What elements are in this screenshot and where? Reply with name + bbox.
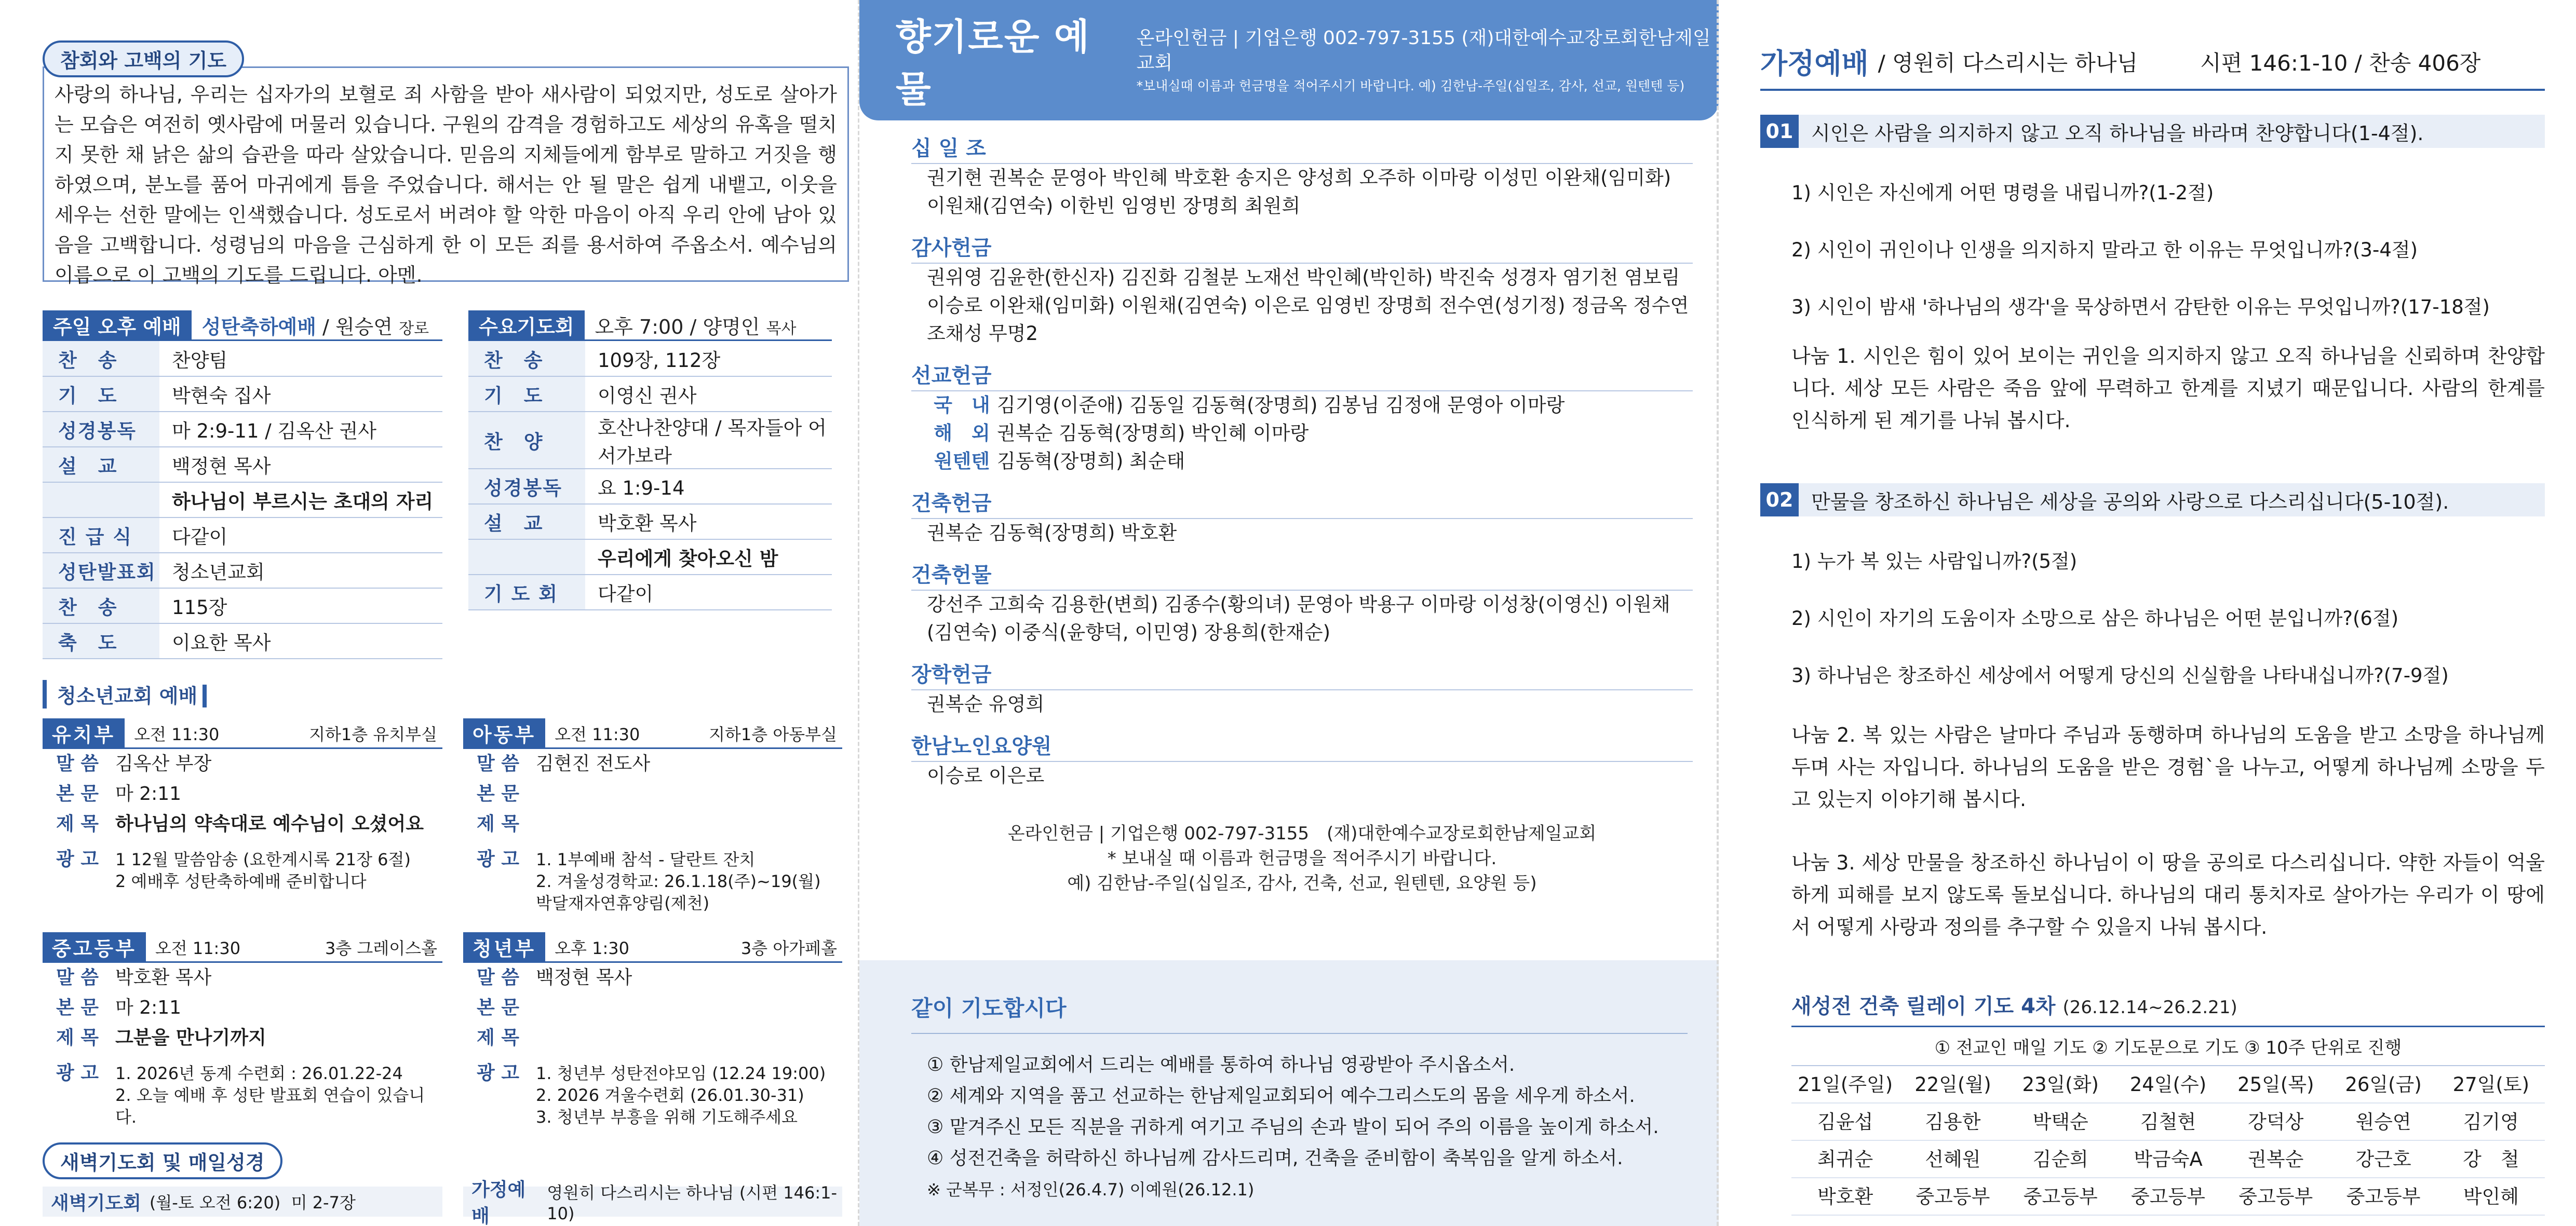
sunday_pm-row-key: 기 도 [43,376,159,412]
relay-grid [1791,1066,2545,1216]
sunday_pm-row [43,447,442,482]
sunday_pm-row-value: 찬양팀 [159,341,442,376]
wednesday-row [468,469,832,504]
youth-location-middle: 3층 그레이스홀 [325,938,437,958]
youth-value-speaker: 김현진 전도사 [536,753,651,774]
sunday_pm-row [43,482,442,517]
youth-row-text [43,779,442,809]
family-label: 가정예배 [1760,47,1869,80]
relay-day: 22일(월) [1899,1066,2006,1104]
dawn-row [43,1179,849,1226]
offering-account-line3: 예) 김한남-주일(십일조, 감사, 건축, 선교, 원텐텐, 요양원 등) [1067,873,1537,894]
mission-key: 원텐텐 [934,450,990,472]
relay-name: 중고등부 [2114,1178,2222,1216]
youth-key-notice: 광 고 [56,849,99,870]
build-names: 권복순 김동혁(장명희) 박호환 [927,522,1177,544]
scholar-names: 권복순 유영희 [927,693,1045,715]
wednesday-row [468,539,832,575]
mission-row [911,447,1693,475]
confession-box [43,66,849,287]
wednesday-row-value: 다같이 [585,575,832,610]
tithe-names: 권기현 권복순 문영아 박인혜 박호환 송지은 양성희 오주하 이마랑 이성민 이완채(임미화) 이원채(김연숙) 이한빈 임영빈 장명희 최원희 [927,167,1671,217]
relay-name: 중고등부 [2222,1178,2329,1216]
youth-key-text: 본 문 [477,997,520,1018]
military-note: ※ 군복무 : 서정인(26.4.7) 이예원(26.12.1) [927,1180,1255,1200]
youth-notice-list [115,1058,442,1128]
worship-panel [0,0,859,1226]
youth-notice-list [536,1058,842,1128]
dawn-time: (월-토 오전 6:20) [149,1193,281,1213]
offering-panel [859,0,1719,1226]
youth-value-text: 마 2:11 [115,997,182,1018]
youth-value-speaker: 김옥산 부장 [115,753,212,774]
youth-bar-middle [43,933,442,963]
offering-logo: 향기로운 예물 [896,16,1090,111]
wednesday-row [468,412,832,469]
youth-key-text: 본 문 [477,783,520,805]
relay-day: 24일(수) [2114,1066,2222,1104]
wednesday-row-key: 찬 양 [468,412,585,469]
dawn-text: 미 2-7장 [291,1193,356,1213]
sunday_pm-row [43,623,442,659]
youth-key-notice: 광 고 [477,849,520,870]
mission-heading: 선교헌금 [911,361,1693,391]
tithe-heading: 십 일 조 [911,134,1693,164]
question-item: 1) 시인은 자신에게 어떤 명령을 내립니까?(1-2절) [1791,182,2214,204]
youth-bar-kinder [43,719,442,749]
wednesday-row-key: 찬 송 [468,341,585,376]
sunday-pm-label: 주일 오후 예배 [43,310,192,340]
relay-name: 박인혜 [2437,1178,2545,1216]
sunday-pm-leader-title: 장로 [399,320,429,338]
youth-notice: 1. 2026년 동계 수련회 : 26.01.22-24 [115,1064,403,1083]
youth-row-speaker [463,963,842,993]
youth-row-title [463,809,842,839]
sunday_pm-row-key: 설 교 [43,447,159,482]
family-title-bar [1760,42,2545,91]
wednesday-service: 수요기도회 오후 7:00 / 양명인 목사 찬 송 109장, 112장 기 도 이영신 권사 찬 양 호산나찬양대 / 목자들아 어서가보라 성경봉독 요 1:9-14 설 교 박호환 목사 우리에게 찾아오신 밤 기 도 회 다같이 [468,311,832,659]
wednesday-row-key: 기 도 회 [468,575,585,610]
sunday_pm-row-value: 박현숙 집사 [159,376,442,412]
relay-name: 강 철 [2437,1141,2545,1178]
question-item: 3) 하나님은 창조하신 세상에서 어떻게 당신의 신실함을 나타내십니까?(7-9절) [1791,664,2449,687]
relay-name: 김윤섭 [1791,1104,1899,1141]
sunday_pm-row [43,517,442,553]
question-1-number: 01 [1760,115,1799,148]
wednesday-row [468,575,832,610]
youth-value-text [536,993,842,1023]
relay-day: 23일(화) [2007,1066,2114,1104]
family-worship-panel [1719,0,2576,1226]
mission-names: 김동혁(장명희) 최순태 [997,450,1185,472]
wednesday-time: 오후 7:00 [595,316,684,338]
question-2 [1760,483,2545,516]
dawn-family-text: 영원히 다스리시는 하나님 (시편 146:1-10) [547,1183,838,1223]
sunday-pm-leader: 원승연 [335,316,393,338]
youth-key-speaker: 말 씀 [477,753,520,774]
offering-list [859,134,1719,896]
youth-notice-row [43,1058,442,1128]
mission-key: 국 내 [934,394,990,416]
youth-location-kinder: 지하1층 유치부실 [309,724,437,744]
sunday_pm-row-value: 이요한 목사 [159,623,442,659]
youth-bar-children [463,719,842,749]
relay-note: ① 전교인 매일 기도 ② 기도문으로 기도 ③ 10주 단위로 진행 [1791,1027,2545,1066]
prayer-item: ③ 맡겨주신 모든 직분을 귀하게 여기고 주님의 손과 발이 되어 주의 이름을 높이게 하소서. [927,1116,1659,1138]
wednesday-row-value: 109장, 112장 [585,341,832,376]
question-item: 1) 누가 복 있는 사람입니까?(5절) [1791,550,2078,573]
youth-key-title: 제 목 [477,813,520,835]
offering-account-note: *보내실때 이름과 헌금명을 적어주시기 바랍니다. 예) 김한남-주일(십일조, 감사, 선교, 원텐텐 등) [1136,78,1685,93]
youth-key-title: 제 목 [477,1027,520,1048]
prayer-title: 같이 기도합시다 [911,991,1688,1034]
family-title: / 영원히 다스리시는 하나님 [1878,50,2138,76]
wednesday-row-value: 요 1:9-14 [585,469,832,504]
youth-row-speaker [43,963,442,993]
relay-day: 26일(금) [2329,1066,2437,1104]
relay-name: 중고등부 [1899,1178,2006,1216]
thanks-names: 권위영 김윤한(한신자) 김진화 김철분 노재선 박인혜(박인하) 박진숙 성경자 염기천 염보림 이승로 이완채(임미화) 이원채(김연숙) 이은로 임영빈 장명희 전수연(성기정) 정금옥 정수연 조채성 무명2 [927,266,1689,345]
sunday-pm-title: 성탄축하예배 [201,316,316,338]
family-ref: 시편 146:1-10 / 찬송 406장 [2200,50,2481,76]
sunday_pm-row-key: 찬 송 [43,588,159,623]
build-heading: 건축헌금 [911,489,1693,519]
youth-title [43,680,207,709]
sunday_pm-row [43,553,442,588]
youth-card-middle [43,933,442,1128]
elder-heading: 한남노인요양원 [911,732,1693,762]
relay-name: 김철현 [2114,1104,2222,1141]
question-item: 3) 시인이 밤새 '하나님의 생각'을 묵상하면서 감탄한 이유는 무엇입니까?(17-18절) [1791,296,2490,318]
relay-name: 박금숙A [2114,1141,2222,1178]
youth-label-middle: 중고등부 [43,932,146,962]
thanks-heading: 감사헌금 [911,234,1693,264]
youth-notice: 박달재자연휴양림(제천) [536,893,710,913]
youth-key-text: 본 문 [56,783,99,805]
youth-key-speaker: 말 씀 [56,753,99,774]
sunday_pm-row-key: 성탄발표회 [43,553,159,588]
dawn-pill: 새벽기도회 및 매일성경 [43,1142,282,1179]
wednesday-row-value: 호산나찬양대 / 목자들아 어서가보라 [585,412,832,469]
youth-location-children: 지하1층 아동부실 [709,724,837,744]
question-2-text: 만물을 창조하신 하나님은 세상을 공의와 사랑으로 다스리십니다(5-10절). [1811,490,2449,513]
prayer-item: ④ 성전건축을 허락하신 하나님께 감사드리며, 건축을 준비함이 축복임을 알게 하소서. [927,1148,1623,1169]
relay-name: 원승연 [2329,1104,2437,1141]
youth-value-speaker: 백정현 목사 [536,967,632,988]
question-item: 2) 시인이 귀인이나 인생을 의지하지 말라고 한 이유는 무엇입니까?(3-4절) [1791,239,2418,261]
youth-label-kinder: 유치부 [43,718,125,748]
youth-notice: 1 12월 말씀암송 (요한계시록 21장 6절) [115,850,411,869]
sunday_pm-row-key: 축 도 [43,623,159,659]
youth-time-youngadult: 오후 1:30 [555,938,629,958]
wednesday-row-key: 설 교 [468,504,585,539]
dawn-label: 새벽기도회 [51,1192,141,1214]
wednesday-row-value: 박호환 목사 [585,504,832,539]
wednesday-label: 수요기도회 [468,310,585,340]
relay-name: 중고등부 [2007,1178,2114,1216]
question-1 [1760,115,2545,148]
share-3: 나눔 3. 세상 만물을 창조하신 하나님이 이 땅을 공의로 다스리십니다. 약한 자들이 억울하게 피해를 보지 않도록 돌보십니다. 하나님의 대리 통치자로 살아가는 우리가 이 땅에서 어떻게 사랑과 정의를 추구할 수 있을지 나눠 봅시다. [1791,851,2545,938]
wednesday-row-key [468,539,585,575]
youth-bar-youngadult [463,933,842,963]
wednesday-row [468,376,832,412]
youth-grid [43,719,849,1128]
elder-names: 이승로 이은로 [927,765,1045,787]
youth-key-notice: 광 고 [477,1062,520,1084]
youth-notice-list [115,844,442,892]
prayer-item: ① 한남제일교회에서 드리는 예배를 통하여 하나님 영광받아 주시옵소서. [927,1054,1515,1075]
offering-account: 온라인헌금 | 기업은행 002-797-3155 (재)대한예수교장로회한남제일교회 [1136,28,1711,74]
youth-row-title [463,1023,842,1053]
wednesday-row [468,341,832,376]
youth-key-text: 본 문 [56,997,99,1018]
sunday_pm-row-key: 찬 송 [43,341,159,376]
relay-name: 권복순 [2222,1141,2329,1178]
goods-heading: 건축헌물 [911,561,1693,591]
sunday_pm-row-value: 마 2:9-11 / 김옥산 권사 [159,412,442,447]
wednesday-row-value: 우리에게 찾아오신 밤 [585,539,832,575]
relay-name: 강덕상 [2222,1104,2329,1141]
prayer-section [859,960,1719,1226]
relay-name: 김순희 [2007,1141,2114,1178]
mission-names: 권복순 김동혁(장명희) 박인혜 이마랑 [997,422,1309,444]
share-2: 나눔 2. 복 있는 사람은 날마다 주님과 동행하며 하나님의 도움을 받고 소망을 하나님께 두며 사는 자입니다. 하나님의 도움을 받은 경험`을 나누고, 어떻게 하나님께 소망을 두고 있는지 이야기해 봅시다. [1791,724,2545,811]
offering-account-line1: 온라인헌금 | 기업은행 002-797-3155 (재)대한예수교장로회한남제일교회 [1007,823,1597,844]
sunday_pm-row [43,341,442,376]
youth-row-text [463,779,842,809]
mission-rows [911,391,1693,475]
relay-day: 25일(목) [2222,1066,2329,1104]
question-1-text: 시인은 사람을 의지하지 않고 오직 하나님을 바라며 찬양합니다(1-4절). [1811,121,2424,145]
youth-notice-list [536,844,842,914]
sunday-pm-table [43,341,442,659]
youth-key-notice: 광 고 [56,1062,99,1084]
sunday_pm-row-value: 하나님이 부르시는 초대의 자리 [159,482,442,517]
relay-name: 선혜원 [1899,1141,2006,1178]
youth-row-speaker [463,749,842,779]
youth-title-text: 청소년교회 예배 [57,685,198,707]
wednesday-row-key: 기 도 [468,376,585,412]
scholar-heading: 장학헌금 [911,660,1693,690]
sunday_pm-row-value: 115장 [159,588,442,623]
prayer-items [911,1050,1688,1174]
question-1-items [1760,177,2545,319]
youth-notice: 3. 청년부 부흥을 위해 기도해주세요 [536,1107,798,1127]
youth-time-children: 오전 11:30 [555,724,640,744]
youth-notice: 1. 1부예배 참석 - 달란트 잔치 [536,850,756,869]
relay-title: 새성전 건축 릴레이 기도 4차 [1791,995,2056,1018]
wednesday-row-key: 성경봉독 [468,469,585,504]
youth-row-title [43,1023,442,1053]
youth-value-title: 그분을 만나기까지 [115,1027,266,1048]
prayer-item: ② 세계와 지역을 품고 선교하는 한남제일교회되어 예수그리스도의 몸을 세우게 하소서. [927,1085,1635,1107]
youth-value-speaker: 박호환 목사 [115,967,212,988]
mission-row [911,419,1693,447]
relay-name: 최귀순 [1791,1141,1899,1178]
relay-prayer [1760,990,2545,1216]
offering-account-line2: * 보내실 때 이름과 헌금명을 적어주시기 바랍니다. [1107,848,1497,869]
sunday_pm-row-value: 청소년교회 [159,553,442,588]
wednesday-leader-title: 목사 [766,320,797,338]
wednesday-row [468,504,832,539]
relay-day: 27일(토) [2437,1066,2545,1104]
youth-key-title: 제 목 [56,813,99,835]
youth-notice-row [463,1058,842,1128]
confession-title: 참회와 고백의 기도 [43,40,244,77]
youth-value-text [536,779,842,809]
youth-notice-row [43,844,442,892]
sunday_pm-row-key: 성경봉독 [43,412,159,447]
youth-card-kinder [43,719,442,914]
youth-label-children: 아동부 [463,718,545,748]
sunday-pm-service: 주일 오후 예배 성탄축하예배 / 원승연 장로 찬 송 찬양팀 기 도 박현숙 집사 성경봉독 마 2:9-11 / 김옥산 권사 설 교 백정현 목사 하나님이 부르시는 초대의 자리 진 급 식 다같이 성탄발표회 청소년교회 찬 송 115장 축 도 이요한 목사 [43,311,442,659]
youth-card-children [463,719,842,914]
sunday_pm-row-value: 다같이 [159,517,442,553]
offering-header [859,0,1719,120]
confession-body: 사랑의 하나님, 우리는 십자가의 보혈로 죄 사함을 받아 새사람이 되었지만, 성도로 살아가는 모습은 여전히 옛사람에 머물러 있습니다. 구원의 감격을 경험하고도 세상의 유혹을 떨치지 못한 채 낡은 삶의 습관을 따라 살았습니다. 믿음의 지체들에게 함부로 말하고 거짓을 행하였으며, 분노를 품어 마귀에게 틈을 주었습니다. 해서는 안 될 말은 쉽게 내뱉고, 이웃을 세우는 선한 말에는 인색했습니다. 성도로서 버려야 할 악한 마음이 아직 우리 안에 남아 있음을 고백합니다. 성령님의 마음을 근심하게 한 이 모든 죄를 용서하여 주옵소서. 예수님의 이름으로 이 고백의 기도를 드립니다. 아멘. [55,83,837,287]
dawn-family-label: 가정예배 [471,1179,526,1226]
relay-period: (26.12.14~26.2.21) [2062,997,2237,1018]
question-2-items [1760,546,2545,688]
relay-name: 김기영 [2437,1104,2545,1141]
youth-notice: 2. 2026 겨울수련회 (26.01.30-31) [536,1085,804,1105]
youth-card-youngadult [463,933,842,1128]
wednesday-leader: 양명인 [703,316,760,338]
youth-notice: 2. 겨울성경학교: 26.1.18(주)~19(월) [536,871,821,891]
youth-notice: 2. 오늘 예배 후 성탄 발표회 연습이 있습니다. [115,1085,425,1127]
youth-value-title: 하나님의 약속대로 예수님이 오셨어요 [115,813,424,835]
mission-row [911,391,1693,419]
share-1: 나눔 1. 시인은 힘이 있어 보이는 귀인을 의지하지 않고 오직 하나님을 신뢰하며 찬양합니다. 세상 모든 사람은 죽음 앞에 무력하고 한계를 지녔기 때문입니다. 사람의 한계를 인식하게 된 계기를 나눠 봅시다. [1791,345,2545,432]
offering-account-footer [911,821,1693,896]
mission-names: 김기영(이준애) 김동일 김동혁(장명희) 김봉님 김정애 문영아 이마랑 [997,394,1565,416]
youth-row-speaker [43,749,442,779]
youth-time-middle: 오전 11:30 [155,938,241,958]
youth-key-speaker: 말 씀 [56,967,99,988]
mission-key: 해 외 [934,422,990,444]
question-2-number: 02 [1760,483,1799,516]
youth-row-text [463,993,842,1023]
youth-value-title [536,1023,842,1053]
goods-names: 강선주 고희숙 김용한(변희) 김종수(황의녀) 문영아 박용구 이마랑 이성창(이영신) 이원채(김연숙) 이중식(윤향덕, 이민영) 장용희(한재순) [927,593,1670,644]
sunday_pm-row [43,376,442,412]
relay-name: 박호환 [1791,1178,1899,1216]
youth-notice: 2 예배후 성탄축하예배 준비합니다 [115,871,367,891]
youth-label-youngadult: 청년부 [463,932,545,962]
wednesday-table [468,341,832,610]
youth-key-speaker: 말 씀 [477,967,520,988]
youth-value-title [536,809,842,839]
relay-name: 강근호 [2329,1141,2437,1178]
youth-location-youngadult: 3층 아가페홀 [740,938,837,958]
relay-name: 김용한 [1899,1104,2006,1141]
youth-notice-row [463,844,842,914]
sunday_pm-row-key [43,482,159,517]
sunday_pm-row-value: 백정현 목사 [159,447,442,482]
youth-time-kinder: 오전 11:30 [134,724,220,744]
wednesday-row-value: 이영신 권사 [585,376,832,412]
relay-name: 박택순 [2007,1104,2114,1141]
relay-name: 중고등부 [2329,1178,2437,1216]
youth-row-text [43,993,442,1023]
sunday_pm-row [43,412,442,447]
sunday_pm-row [43,588,442,623]
youth-value-text: 마 2:11 [115,783,182,805]
sunday_pm-row-key: 진 급 식 [43,517,159,553]
youth-notice: 1. 청년부 성탄전야모임 (12.24 19:00) [536,1064,826,1083]
relay-day: 21일(주일) [1791,1066,1899,1104]
youth-row-title [43,809,442,839]
question-item: 2) 시인이 자기의 도움이자 소망으로 삼은 하나님은 어떤 분입니까?(6절) [1791,607,2399,630]
youth-key-title: 제 목 [56,1027,99,1048]
